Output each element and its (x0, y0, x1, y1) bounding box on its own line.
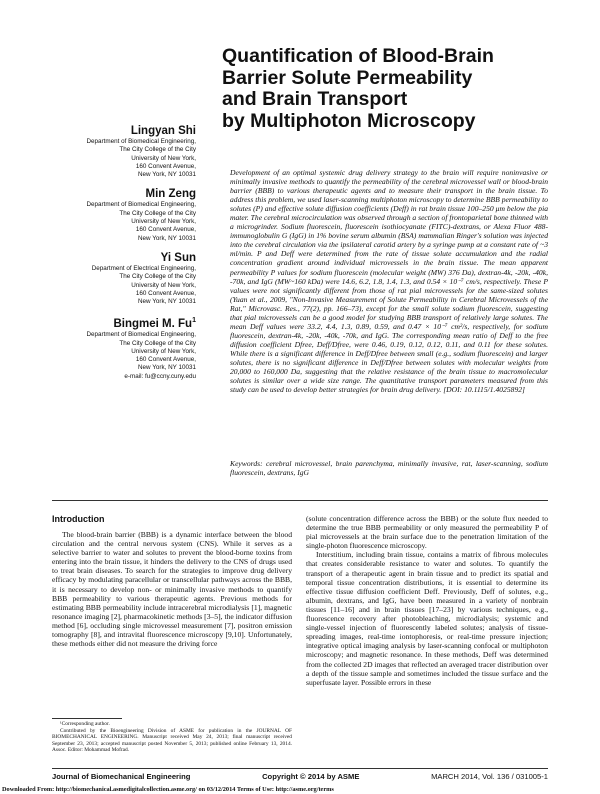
paper-title (222, 46, 552, 132)
affiliation-line: Department of Biomedical Engineering, (86, 331, 196, 339)
keywords (230, 459, 548, 477)
title-line: Barrier Solute Permeability (222, 66, 473, 89)
author-name: Yi Sun (160, 251, 196, 264)
journal-name: Journal of Biomechanical Engineering (52, 772, 191, 781)
author-name-text: Bingmei M. Fu (113, 318, 193, 331)
author-block (52, 124, 196, 179)
affiliation-line: 160 Convent Avenue, (135, 289, 196, 297)
section-divider (52, 500, 548, 501)
affiliation-line: 160 Convent Avenue, (135, 162, 196, 170)
footnote-divider (52, 718, 122, 719)
affiliation-line: University of New York, (131, 347, 196, 355)
issue-info: MARCH 2014, Vol. 136 / 031005-1 (431, 772, 548, 781)
affiliation-line: University of New York, (131, 218, 196, 226)
intro-left-column (52, 530, 292, 648)
paragraph: (solute concentration difference across the BBB) or the solute flux needed to determine the true BBB permeability or only measured the permeability P of pial microvessels at the brain surface due to the penetration limitation of the single-photon fluorescence microscopy. (306, 514, 548, 551)
author-block (52, 251, 196, 306)
affiliation-line: Department of Biomedical Engineering, (86, 201, 196, 209)
abstract: Development of an optimal systemic drug delivery strategy to the brain will require noninvasive or minimally invasive methods to quantify the permeability of the cerebral microvessel wall or blood-brain barrier (BBB) to various therapeutic agents and to measure their transport in the brain tissue. To address this problem, we used laser-scanning multiphoton microscopy to determine BBB permeability to solutes (P) and effective solute diffusion coefficients (Deff) in rat brain tissue 100–250 μm below the pia mater. The cerebral microcirculation was observed through a section of frontoparietal bone thinned with a microgrinder. Sodium fluorescein, fluorescein isothiocyanate (FITC)-dextrans, or Alexa Fluor 488-immunoglobulin G (IgG) in 1% bovine serum albumin (BSA) mammalian Ringer's solution was injected into the cerebral circulation via the ipsilateral carotid artery by a syringe pump at a constant rate of ~3 ml/min. P and Deff were determined from the rate of tissue solute accumulation and the radial concentration gradient around individual microvessels in the brain tissue. The mean apparent permeability P values for sodium fluorescein (molecular weight (MW) 376 Da), dextran-4k, -20k, -40k, -70k, and IgG (MW~160 kDa) were 14.6, 6.2, 1.8, 1.4, 1.3, and 0.54 × 10⁻⁷ cm/s, respectively. These P values were not significantly different from those of rat pial microvessels for the same-sized solutes (Yuan et al., 2009, "Non-Invasive Measurement of Solute Permeability in Cerebral Microvessels of the Rat," Microvasc. Res., 77(2), pp. 166–73), except for the small solute sodium fluorescein, suggesting that pial microvessels can be a good model for studying BBB transport of relatively large solutes. The mean Deff values were 33.2, 4.4, 1.3, 0.89, 0.59, and 0.47 × 10⁻⁷ cm²/s, respectively, for sodium fluorescein, dextran-4k, -20k, -40k, -70k, and IgG. The corresponding mean ratio of Deff to the free diffusion coefficient Dfree, Deff/Dfree, were 0.46, 0.19, 0.12, 0.12, 0.11, and 0.11 for these solutes. While there is a significant difference in Deff/Dfree between small (e.g., sodium fluorescein) and larger solutes, there is no significant difference in Deff/Dfree between solutes with molecular weights from 20,000 to 160,000 Da, suggesting that the relative resistance of the brain tissue to macromolecular solutes is similar over a wide size range. The quantitative transport parameters measured from this study can be used to develop better strategies for brain drug delivery. [DOI: 10.1115/1.4025892] (230, 168, 548, 395)
affiliation-line: New York, NY 10031 (138, 171, 196, 179)
affiliation-line: New York, NY 10031 (138, 364, 196, 372)
author-block (52, 187, 196, 242)
affiliation-line: University of New York, (131, 281, 196, 289)
title-line: and Brain Transport (222, 88, 408, 110)
paragraph: The blood-brain barrier (BBB) is a dynamic interface between the blood circulation and the central nervous system (CNS). While it serves as a selective barrier to water and solutes to prevent the blood-borne toxins from entering into the brain tissue, it hinders the delivery to the CNS of drugs used to treat brain diseases. To search for the strategies to improve drug delivery efficacy by modulating paracellular or transcellular pathways across the BBB, it is necessary to develop non- or minimally invasive methods to quantify BBB permeability to various therapeutic agents. Previous methods for estimating BBB permeability include intracerebral microdialysis [1], magnetic resonance imaging [2], pharmacokinetic methods [3–5], the indicator diffusion method [6], occluding single microvessel measurement [7], positron emission tomography [8], and intravital fluorescence microscopy [9,10]. Unfortunately, these methods either did not measure the driving force (52, 530, 292, 649)
affiliation-line: The City College of the City (119, 146, 196, 154)
affiliation-line: The City College of the City (119, 339, 196, 347)
author-name: Min Zeng (145, 188, 196, 201)
author-block (52, 314, 196, 381)
paragraph: Interstitium, including brain tissue, contains a matrix of fibrous molecules that creates considerable resistance to water and solutes. To quantify the transport of a therapeutic agent in brain tissue and to predict its spatial and temporal tissue concentration distributions, it is essential to determine its effective tissue diffusion coefficient Deff. Previously, Deff of solutes, e.g., albumin, dextrans, and IgG, have been measured in a variety of nonbrain tissues [11–16] and in brain tissues [17–23] by various techniques, e.g., fluorescence recovery after photobleaching, microdialysis; systemic and single-vessel injection of fluorescently labeled solutes; analysis of tissue-spreading images, real-time iontophoresis, or real-time pressure injection; integrative optical imaging analysis by laser-scanning confocal or multiphoton microscopy; and magnetic resonance. In these methods, Deff was determined from the collected 2D images that reflected an averaged tracer distribution over a depth of the tissue sample and sometimes included the tissue surface and the superfusate layer. Possible errors in these (306, 550, 548, 687)
footer-divider (52, 768, 548, 769)
affiliation-line: Department of Biomedical Engineering, (86, 138, 196, 145)
affiliation-line: The City College of the City (119, 209, 196, 217)
footnote: ¹Corresponding author. (60, 721, 110, 727)
introduction-heading: Introduction (52, 514, 105, 524)
footnotes (52, 721, 292, 754)
title-line: by Multiphoton Microscopy (222, 109, 476, 132)
title-line: Quantification of Blood-Brain (222, 45, 494, 67)
author-list (52, 124, 196, 389)
keywords-text: cerebral microvessel, brain parenchyma, minimally invasive, rat, laser-scanning, sodium fluorescein, dextrans, IgG (230, 459, 549, 478)
download-notice: Downloaded From: http://biomechanical.asmedigitalcollection.asme.org/ on 03/12/2014 Terms of Use: http://asme.org/terms (2, 786, 334, 793)
keywords-label: Keywords: (230, 459, 263, 468)
author-email[interactable]: e-mail: fu@ccny.cuny.edu (124, 372, 196, 380)
intro-right-column (306, 514, 548, 687)
affiliation-line: New York, NY 10031 (138, 298, 196, 306)
affiliation-line: Department of Electrical Engineering, (91, 264, 196, 272)
affiliation-line: New York, NY 10031 (138, 234, 196, 242)
page-footer (52, 772, 548, 781)
affiliation-line: 160 Convent Avenue, (135, 356, 196, 364)
affiliation-line: 160 Convent Avenue, (135, 226, 196, 234)
author-name: Lingyan Shi (130, 125, 196, 137)
author-name (52, 314, 196, 331)
affiliation-line: University of New York, (131, 154, 196, 162)
affiliation-line: The City College of the City (119, 273, 196, 281)
corresponding-author-mark: 1 (192, 317, 196, 325)
footnote: Contributed by the Bioengineering Division of ASME for publication in the JOURNAL OF BIOMECHANICAL ENGINEERING. Manuscript received May 24, 2013; final manuscript received September 23, 2013; accepted manuscript posted November 5, 2013; published online February 13, 2014. Assoc. Editor: Mohammad Mofrad. (52, 727, 292, 754)
copyright: Copyright © 2014 by ASME (262, 772, 360, 781)
